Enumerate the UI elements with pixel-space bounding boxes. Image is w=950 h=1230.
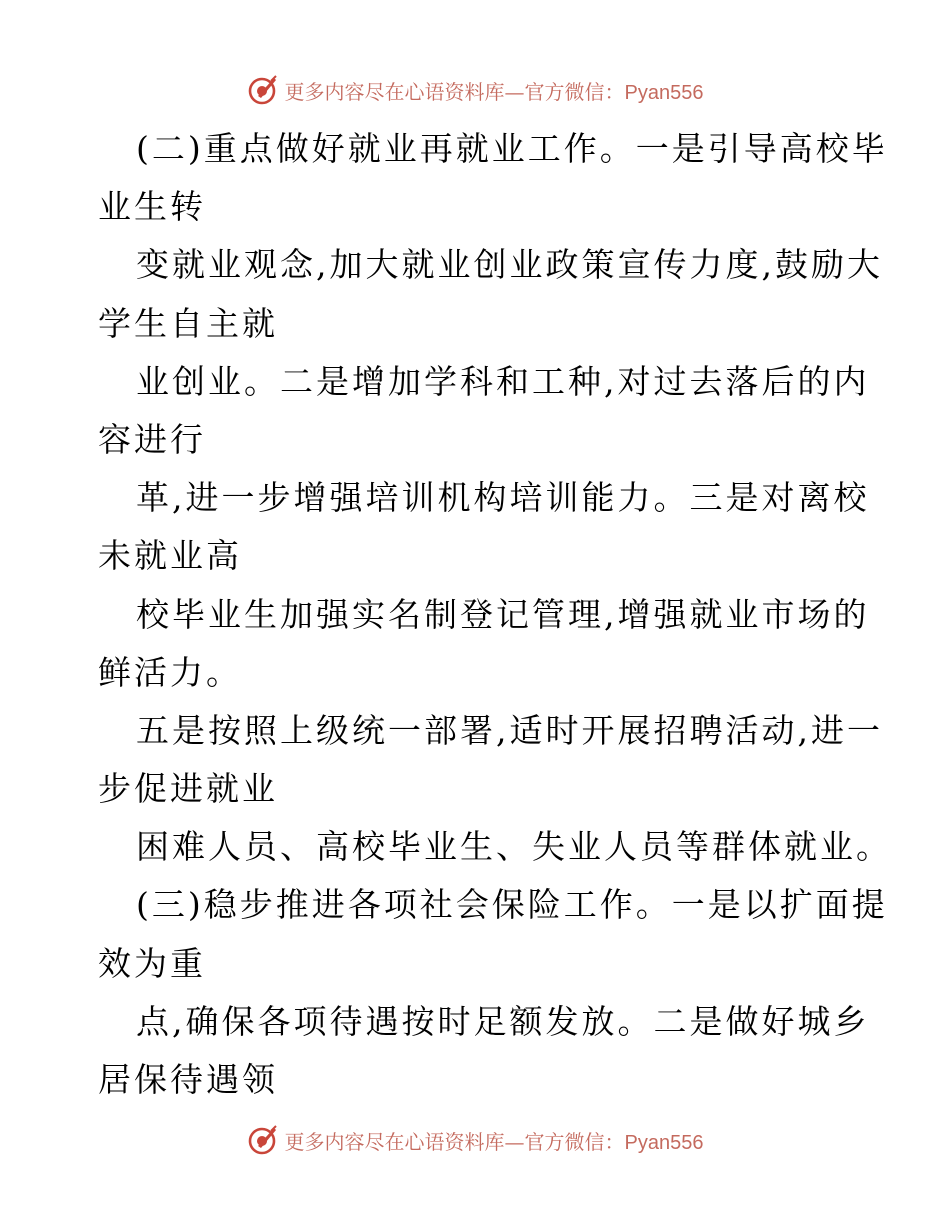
text-line: 容进行 (98, 419, 206, 459)
text-line: 五是按照上级统一部署,适时开展招聘活动,进一 (136, 710, 883, 750)
text-line: 效为重 (98, 943, 206, 983)
text-line: 点,确保各项待遇按时足额发放。二是做好城乡 (136, 1001, 870, 1041)
text-line: 校毕业生加强实名制登记管理,增强就业市场的 (136, 594, 870, 634)
text-line: 居保待遇领 (98, 1060, 278, 1099)
watermark-text: 更多内容尽在心语资料库—官方微信：Pyan556 (284, 1129, 704, 1154)
watermark-text: 更多内容尽在心语资料库—官方微信：Pyan556 (284, 79, 704, 104)
text-line: 鲜活力。 (98, 652, 242, 692)
quill-logo-icon (247, 1124, 279, 1156)
quill-logo-icon (247, 74, 279, 106)
text-line: 未就业高 (98, 536, 242, 576)
text-line: 变就业观念,加大就业创业政策宣传力度,鼓励大 (136, 245, 883, 285)
footer-watermark-banner (0, 1120, 950, 1160)
text-line: 业创业。二是增加学科和工种,对过去落后的内 (136, 361, 870, 401)
header-watermark-banner (0, 70, 950, 110)
text-line: 困难人员、高校毕业生、失业人员等群体就业。 (136, 827, 892, 867)
text-line: (三)稳步推进各项社会保险工作。一是以扩面提 (136, 885, 888, 925)
text-line: 业生转 (98, 187, 206, 227)
text-line: (二)重点做好就业再就业工作。一是引导高校毕 (136, 129, 888, 168)
text-line: 学生自主就 (98, 303, 278, 343)
document-body (98, 120, 892, 1109)
text-line: 步促进就业 (98, 769, 278, 809)
text-line: 革,进一步增强培训机构培训能力。三是对离校 (136, 478, 870, 518)
